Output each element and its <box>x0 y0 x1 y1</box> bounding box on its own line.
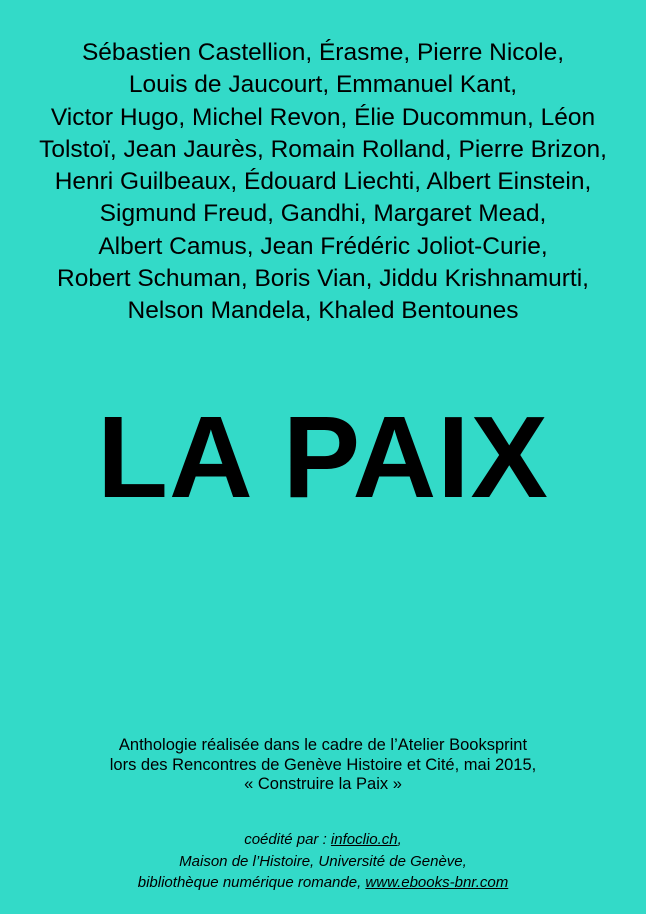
anthology-line: Anthologie réalisée dans le cadre de l’Atelier Booksprint <box>118 736 528 754</box>
library-line <box>0 872 646 894</box>
author-line: Victor Hugo, Michel Revon, Élie Ducommun, Léon <box>50 103 596 131</box>
author-line: Robert Schuman, Boris Vian, Jiddu Krishnamurti, <box>57 265 589 293</box>
author-line: Louis de Jaucourt, Emmanuel Kant, <box>128 71 518 99</box>
coedition-prefix: coédité par : <box>244 831 331 848</box>
library-prefix: bibliothèque numérique romande, <box>137 874 366 891</box>
anthology-line: « Construire la Paix » <box>244 775 402 793</box>
coedition-suffix: , <box>397 831 402 848</box>
author-list <box>0 37 646 328</box>
author-line: Nelson Mandela, Khaled Bentounes <box>127 297 519 325</box>
author-line: Albert Camus, Jean Frédéric Joliot-Curie, <box>98 232 548 260</box>
anthology-line: lors des Rencontres de Genève Histoire et Cité, mai 2015, <box>109 755 537 774</box>
publisher-credits <box>0 829 646 894</box>
author-line: Tolstoï, Jean Jaurès, Romain Rolland, Pierre Brizon, <box>39 135 607 163</box>
coedition-line <box>0 829 646 851</box>
infoclio-link[interactable]: infoclio.ch <box>330 831 398 848</box>
anthology-description <box>0 736 646 795</box>
author-line: Sigmund Freud, Gandhi, Margaret Mead, <box>99 200 547 228</box>
book-title: LA PAIX <box>97 392 549 522</box>
author-line: Henri Guilbeaux, Édouard Liechti, Albert Einstein, <box>54 168 592 196</box>
author-line: Sébastien Castellion, Érasme, Pierre Nicole, <box>81 39 565 66</box>
ebooks-bnr-link[interactable]: www.ebooks-bnr.com <box>365 874 509 891</box>
publisher-line: Maison de l’Histoire, Université de Genève, <box>179 852 467 870</box>
